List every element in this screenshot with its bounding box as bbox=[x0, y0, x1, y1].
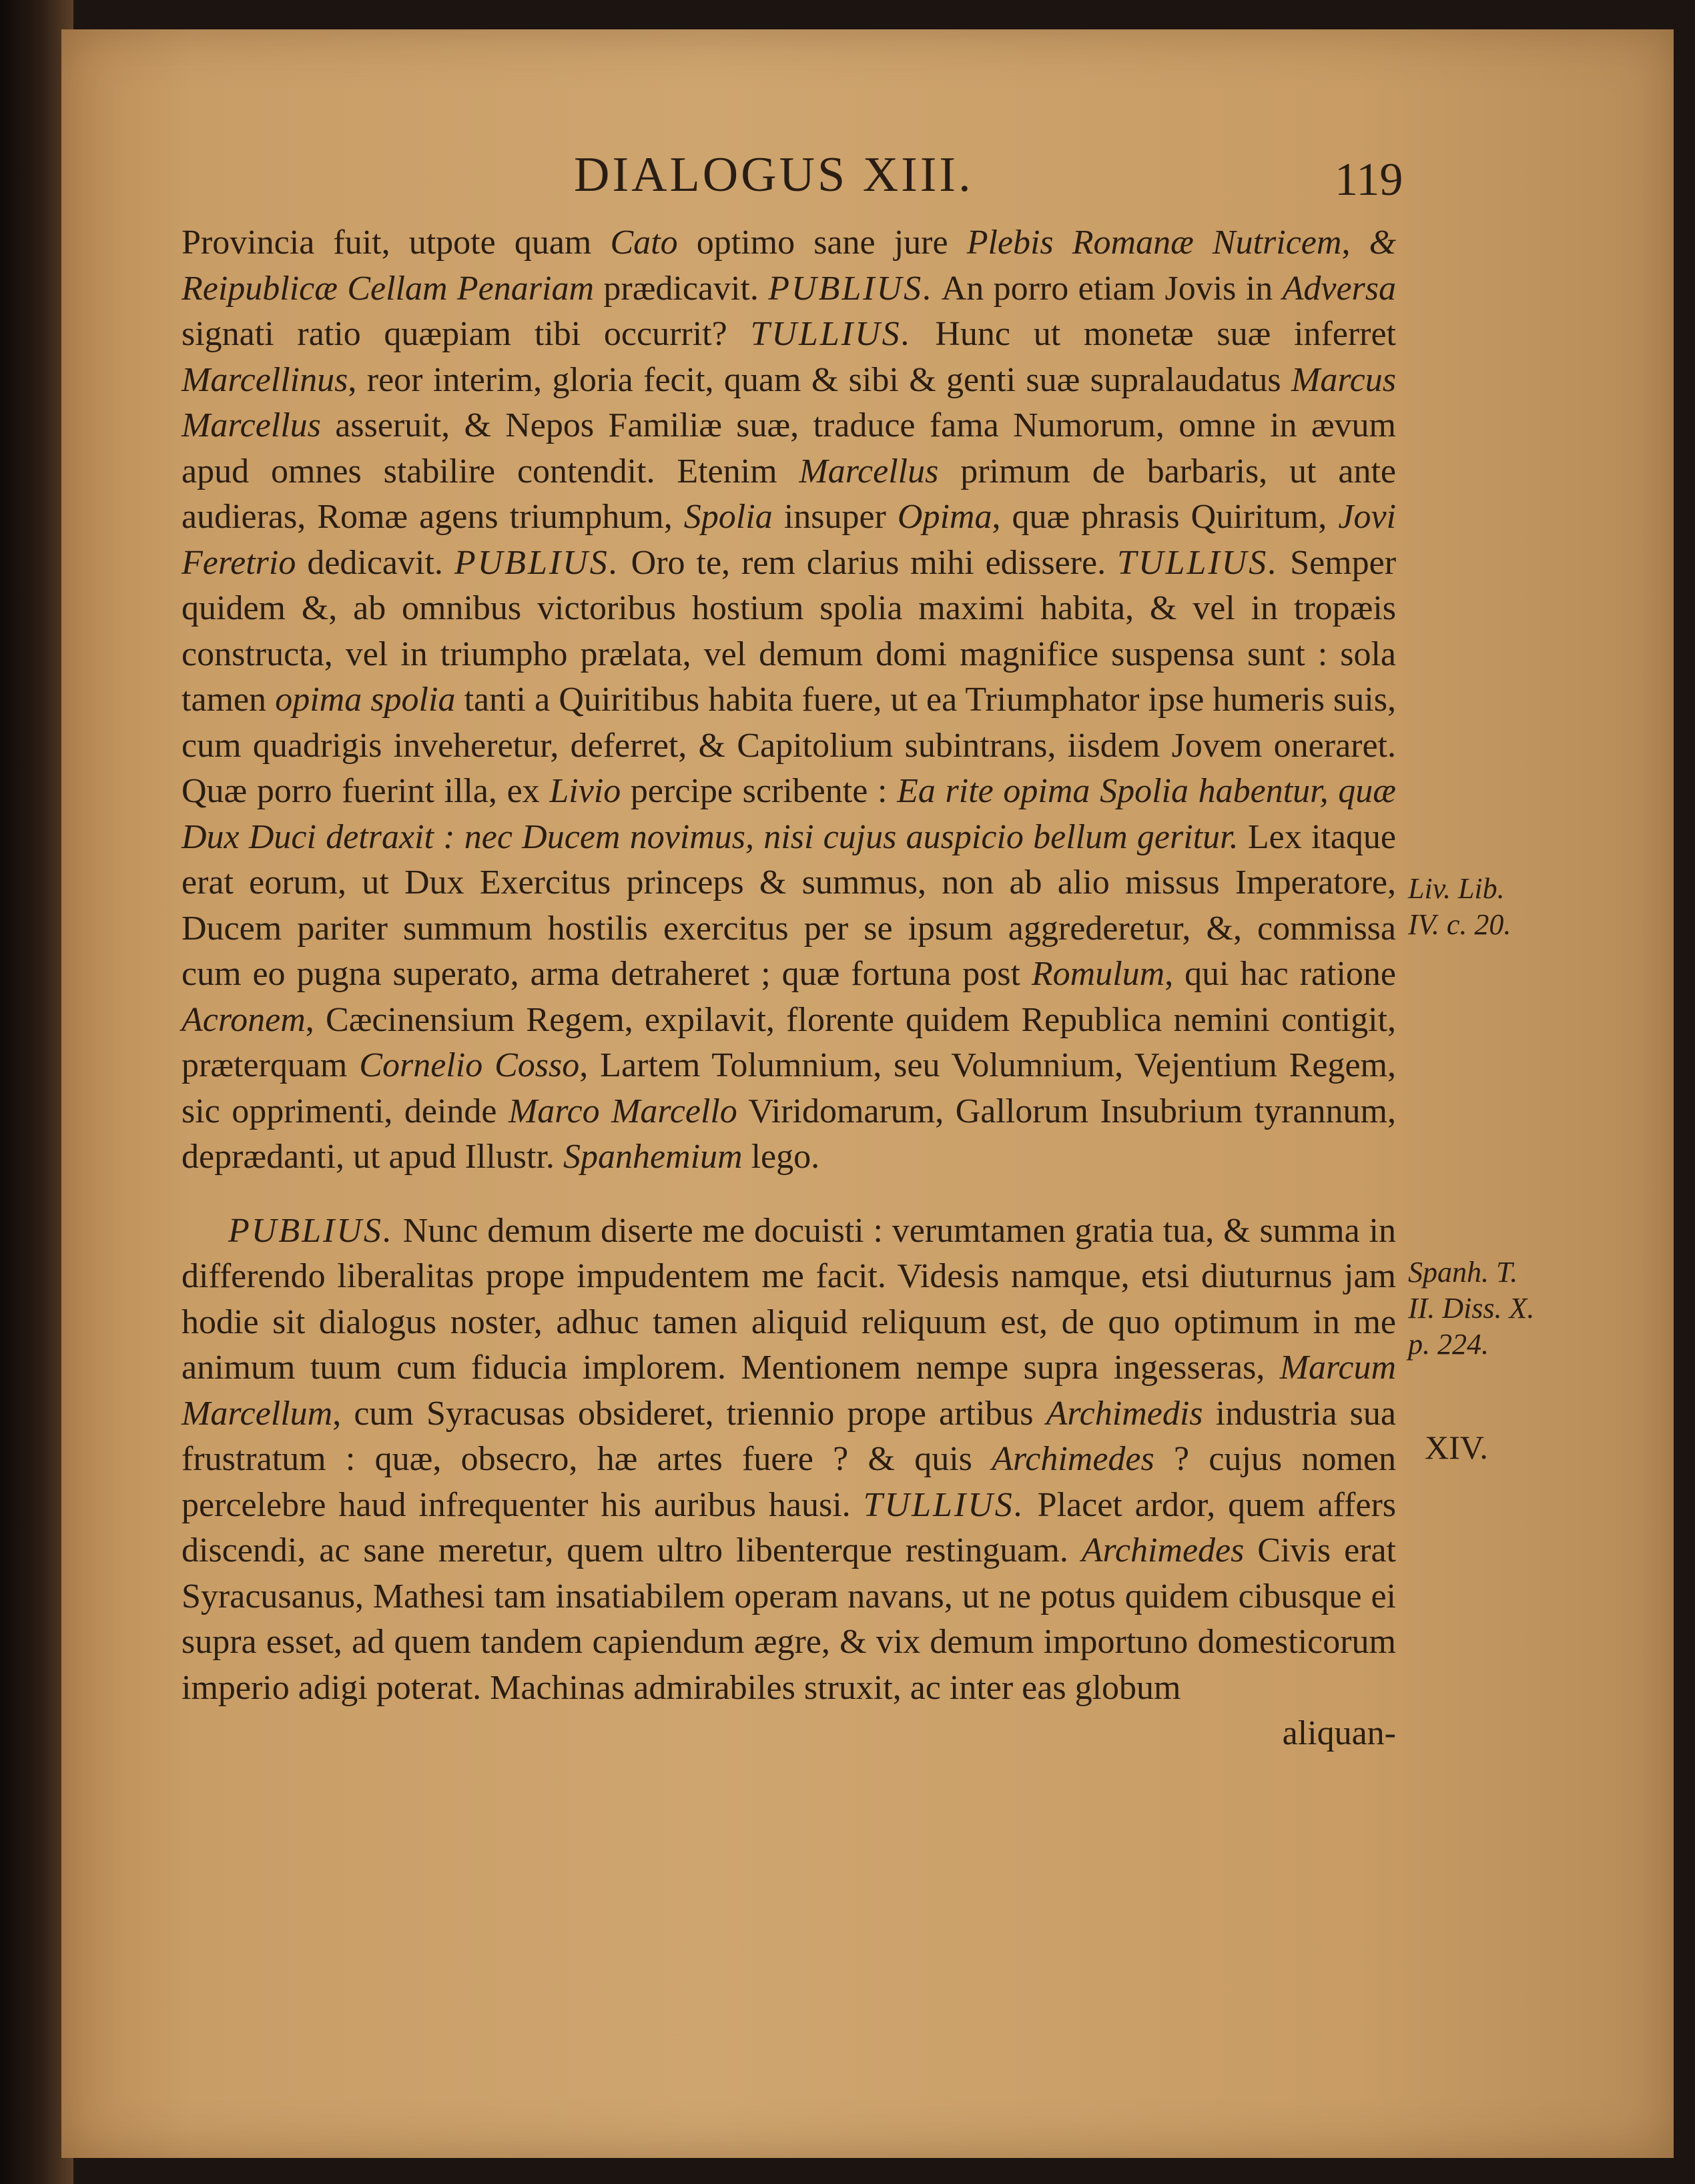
italic-run: Cato bbox=[610, 224, 678, 262]
italic-run: Archimedes bbox=[992, 1440, 1154, 1478]
paragraph-1: Provincia fuit, utpote quam Cato optimo sane jure Plebis Romanæ Nutricem, & Reipublicæ Cellam Penariam prædicavit. PUBLIUS. An porro etiam Jovis in Adversa signati ratio quæpiam tibi occurrit? TULLIUS. Hunc ut monetæ suæ inferret Marcellinus, reor interim, gloria fecit, quam & sibi & genti suæ supralaudatus Marcus Marcellus asseruit, & Nepos Familiæ suæ, traduce fama Numorum, omne in ævum apud omnes stabilire contendit. Etenim Marcellus primum de barbaris, ut ante audieras, Romæ agens triumphum, Spolia insuper Opima, quæ phrasis Quiritum, Jovi Feretrio dedicavit. PUBLIUS. Oro te, rem clarius mihi edissere. TULLIUS. Semper quidem &, ab omnibus victoribus hostium spolia maximi habita, & vel in tropæis constructa, vel in triumpho prælata, vel demum domi magnifice suspensa sunt : sola tamen opima spolia tanti a Quiritibus habita fuere, ut ea Triumphator ipse humeris suis, cum quadrigis inveheretur, deferret, & Capitolium subintrans, iisdem Jovem oneraret. Quæ porro fuerint illa, ex Livio percipe scribente : Ea rite opima Spolia habentur, quæ Dux Duci detraxit : nec Ducem novimus, nisi cujus auspicio bellum geritur. Lex itaque erat eorum, ut Dux Exercitus princeps & summus, non ab alio missus Imperatore, Ducem pariter summum hostilis exercitus per se ipsum aggrederetur, &, commissa cum eo pugna superato, arma detraheret ; quæ fortuna post Romulum, qui hac ratione Acronem, Cæcinensium Regem, expilavit, florente quidem Republica nemini contigit, præterquam Cornelio Cosso, Lartem Tolumnium, seu Volumnium, Vejentium Regem, sic opprimenti, deinde Marco Marcello Viridomarum, Gallorum Insubrium tyrannum, deprædanti, ut apud Illustr. Spanhemium lego. bbox=[182, 224, 1397, 1176]
speaker-name: PUBLIUS. bbox=[228, 1211, 394, 1250]
italic-run: Jovi Feretrio bbox=[182, 498, 1396, 582]
italic-run: Archimedis bbox=[1046, 1394, 1203, 1433]
speaker-name: PUBLIUS. bbox=[768, 269, 934, 308]
italic-run: Spolia bbox=[683, 498, 773, 536]
italic-run: Acronem bbox=[182, 1000, 306, 1039]
section-number: XIV. bbox=[1425, 1429, 1488, 1466]
paragraph-2-text: PUBLIUS. Nunc demum diserte me docuisti : verumtamen gratia tua, & summa in differendo liberalitas prope impudentem me facit. Videsis namque, etsi diuturnus jam hodie sit dialogus noster, adhuc tamen aliquid reliquum est, de quo optimum in me animum tuum cum fiducia implorem. Mentionem nempe supra ingesseras, Marcum Marcellum, cum Syracusas obsideret, triennio prope artibus Archimedis industria sua frustratum : quæ, obsecro, hæ artes fuere ? & quis Archimedes ? cujus nomen percelebre haud infrequenter his auribus hausi. TULLIUS. Placet ardor, quem affers discendi, ac sane meretur, quem ultro libenterque restinguam. Archimedes Civis erat Syracusanus, Mathesi tam insatiabilem operam navans, ut ne potus quidem cibusque ei supra esset, ad quem tandem capiendum ægre, & vix demum importuno domesticorum imperio adigi poterat. Machinas admirabiles struxit, ac inter eas globum bbox=[182, 1211, 1397, 1707]
italic-run: Archimedes bbox=[1081, 1531, 1245, 1569]
italic-run: Opima bbox=[897, 498, 992, 536]
speaker-name: PUBLIUS. bbox=[454, 543, 620, 582]
italic-run: Livio bbox=[549, 772, 621, 810]
speaker-name: TULLIUS. bbox=[750, 315, 912, 353]
margin-note-spanheim: Spanh. T. II. Diss. X. p. 224. bbox=[1408, 1256, 1535, 1361]
italic-run: Romulum bbox=[1031, 955, 1165, 993]
italic-run: Marcellinus bbox=[182, 360, 348, 399]
italic-run: Marcellus bbox=[799, 452, 939, 490]
italic-run: Marco Marcello bbox=[508, 1092, 737, 1130]
italic-run: Spanhemium bbox=[563, 1138, 743, 1176]
catchword: aliquan- bbox=[1282, 1714, 1396, 1752]
italic-run: & Reipublicæ Cellam Penariam bbox=[182, 224, 1397, 308]
running-title: DIALOGUS XIII. bbox=[574, 147, 974, 202]
paragraph-2 bbox=[182, 1208, 1396, 1757]
page-number: 119 bbox=[1335, 154, 1403, 206]
text-block bbox=[182, 220, 1396, 1792]
italic-run: Marcum Marcellum bbox=[182, 1349, 1396, 1433]
margin-note-livy: Liv. Lib. IV. c. 20. bbox=[1408, 872, 1511, 941]
italic-run: Marcus Marcellus bbox=[182, 360, 1396, 444]
speaker-name: TULLIUS. bbox=[1117, 543, 1279, 582]
italic-run: opima spolia bbox=[275, 681, 456, 719]
italic-run: Plebis Romanæ Nutricem bbox=[966, 224, 1342, 262]
italic-run: Adversa bbox=[1282, 269, 1396, 308]
speaker-name: TULLIUS. bbox=[863, 1485, 1025, 1524]
running-header bbox=[0, 140, 1695, 214]
italic-run: Ea rite opima Spolia habentur, quæ Dux Duci detraxit : nec Ducem novimus, nisi cujus auspicio bellum geritur. bbox=[182, 772, 1396, 856]
italic-run: Cornelio Cosso bbox=[359, 1046, 580, 1084]
